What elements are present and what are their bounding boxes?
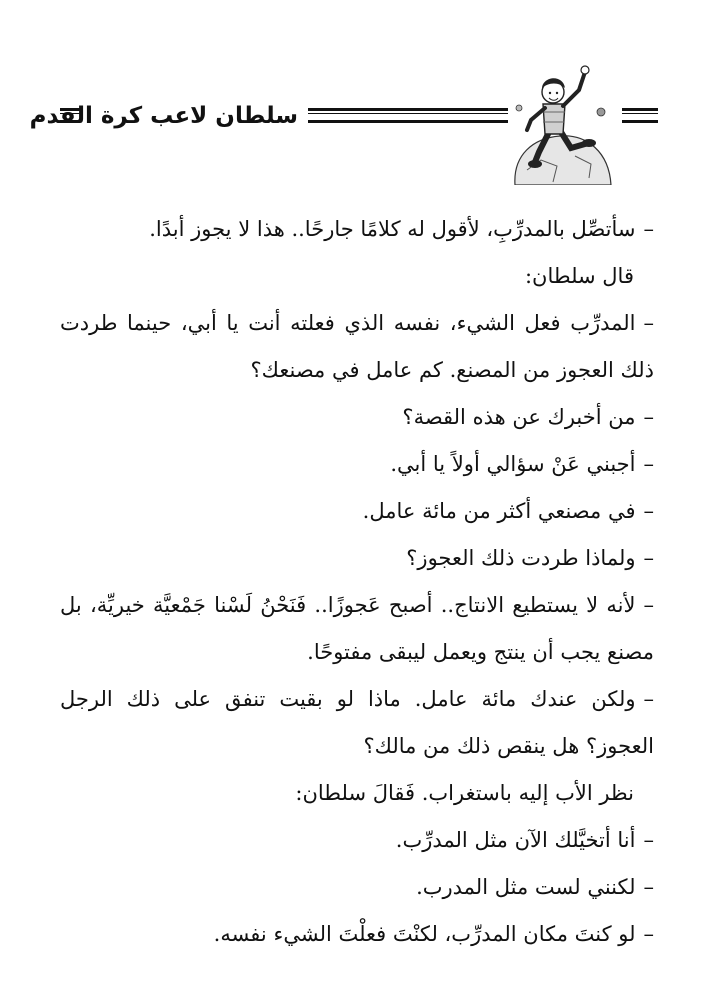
boy-football-illustration-icon (505, 60, 617, 185)
dialogue-line: – لو كنتَ مكان المدرِّب، لكنْتَ فعلْتَ الشيء نفسه. (60, 911, 654, 958)
story-text (60, 206, 654, 958)
narration-line: نظر الأب إليه باستغراب. فَقالَ سلطان: (295, 781, 634, 805)
header-rule-right (622, 108, 658, 123)
dialogue-line: – لأنه لا يستطيع الانتاج.. أصبح عَجوزًا.. فَنَحْنُ لَسْنا جَمْعيَّة خيريِّة، بل مصنع يجب أن ينتج ويعمل ليبقى مفتوحًا. (60, 582, 654, 676)
header-rule-middle (308, 108, 508, 123)
dialogue-line: – المدرِّب فعل الشيء، نفسه الذي فعلته أنت يا أبي، حينما طردت ذلك العجوز من المصنع. كم عامل في مصنعك؟ (60, 300, 654, 394)
narration-line: قال سلطان: (524, 264, 634, 288)
dialogue-line: – لكنني لست مثل المدرب. (60, 864, 654, 911)
header-rule-left (60, 108, 80, 123)
chapter-header (0, 60, 720, 185)
dialogue-line: – ولماذا طردت ذلك العجوز؟ (60, 535, 654, 582)
dialogue-line: – سأتصِّل بالمدرِّبِ، لأقول له كلامًا جارحًا.. هذا لا يجوز أبدًا. (60, 206, 654, 253)
dialogue-line: – في مصنعي أكثر من مائة عامل. (60, 488, 654, 535)
dialogue-line: – أجبني عَنْ سؤالي أولاً يا أبي. (60, 441, 654, 488)
dialogue-line: – من أخبرك عن هذه القصة؟ (60, 394, 654, 441)
dialogue-line: – أنا أتخيَّلك الآن مثل المدرِّب. (60, 817, 654, 864)
dialogue-line: – ولكن عندك مائة عامل. ماذا لو بقيت تنفق على ذلك الرجل العجوز؟ هل ينقص ذلك من مالك؟ (60, 676, 654, 770)
chapter-title: سلطان لاعب كرة القدم (29, 103, 298, 129)
